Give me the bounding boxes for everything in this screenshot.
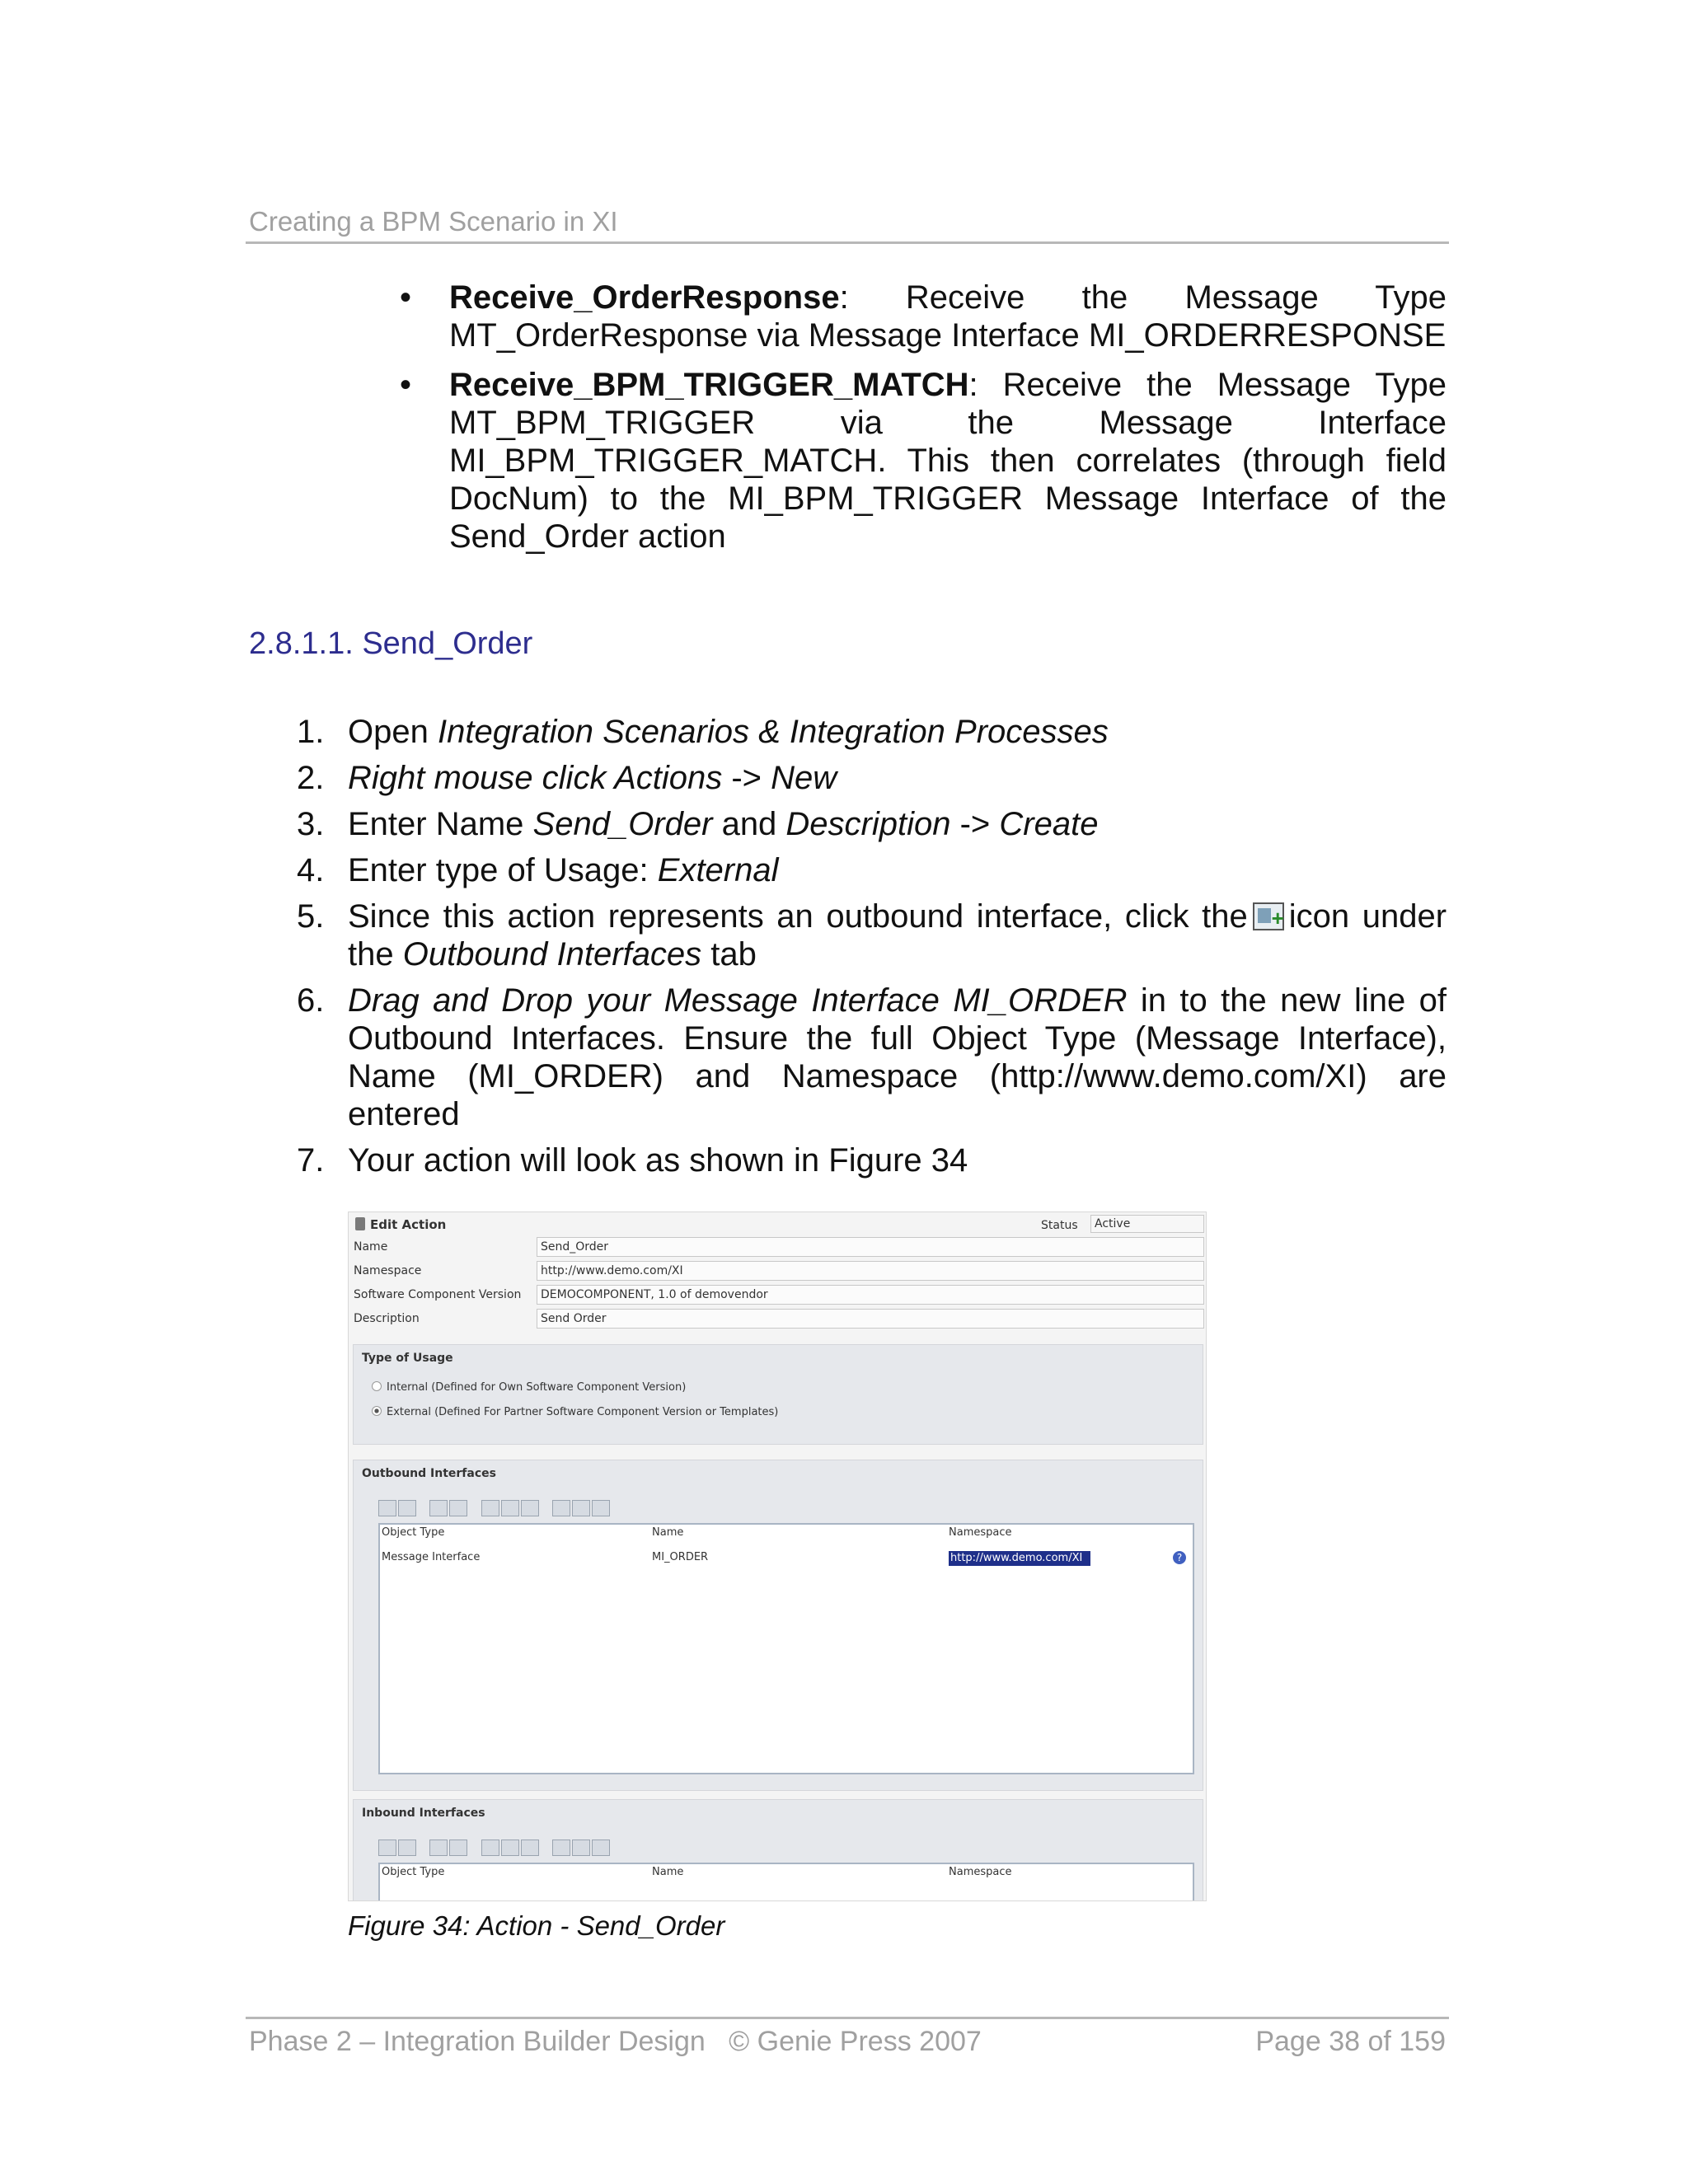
bullet-dot: • — [400, 279, 412, 316]
footer-left: Phase 2 – Integration Builder Design © Genie Press 2007 — [249, 2026, 982, 2057]
paste-icon[interactable] — [572, 1500, 590, 1516]
bullet-text: : Receive the Message Type MT_BPM_TRIGGER via the Message Interface MI_BPM_TRIGGER_MATCH. This then correlates (through field DocNum) to the MI_BPM_TRIGGER Message Interface of the Send_Order action — [449, 367, 1447, 555]
insert-row-icon[interactable] — [378, 1840, 396, 1856]
move-down-icon[interactable] — [449, 1500, 467, 1516]
step-item — [297, 982, 1447, 1133]
internal-radio-label: Internal (Defined for Own Software Component Version) — [387, 1381, 687, 1394]
inbound-interfaces-title: Inbound Interfaces — [362, 1807, 485, 1820]
steps-list — [297, 713, 1447, 1188]
cut-icon[interactable] — [552, 1500, 570, 1516]
step-item — [297, 898, 1447, 973]
inbound-toolbar — [378, 1840, 612, 1861]
description-label: Description — [354, 1312, 420, 1325]
figure-screenshot — [348, 1212, 1207, 1901]
bullet-item — [400, 279, 1447, 354]
delete-row-icon[interactable] — [398, 1500, 416, 1516]
bullet-text: : Receive the Message Type MT_OrderResponse via Message Interface MI_ORDERRESPONSE — [449, 279, 1447, 354]
row-namespace-selected[interactable]: http://www.demo.com/XI — [949, 1551, 1090, 1566]
settings-icon[interactable] — [521, 1840, 539, 1856]
outbound-toolbar — [378, 1500, 612, 1521]
page-number: Page 38 of 159 — [1255, 2026, 1446, 2057]
software-component-label: Software Component Version — [354, 1288, 522, 1301]
outbound-interfaces-group — [353, 1460, 1203, 1791]
col-object-type: Object Type — [382, 1866, 445, 1878]
bullet-term: Receive_OrderResponse — [449, 279, 840, 316]
col-namespace: Namespace — [949, 1866, 1012, 1878]
step-text: Open — [348, 714, 438, 750]
bullet-dot: • — [400, 367, 412, 403]
step-item — [297, 1141, 1447, 1179]
cut-icon[interactable] — [552, 1840, 570, 1856]
step-number: 1. — [297, 714, 325, 750]
insert-row-icon — [1253, 902, 1284, 930]
step-number: 7. — [297, 1142, 325, 1179]
bullet-item — [400, 366, 1447, 555]
type-of-usage-group — [353, 1344, 1203, 1445]
step-emphasis: New — [771, 760, 837, 796]
figure-caption: Figure 34: Action - Send_Order — [348, 1910, 725, 1941]
step-item — [297, 713, 1447, 751]
outbound-interfaces-title: Outbound Interfaces — [362, 1467, 496, 1480]
inbound-table — [378, 1863, 1194, 1901]
step-text: -> — [950, 806, 1000, 842]
section-heading: 2.8.1.1. Send_Order — [249, 626, 533, 661]
open-icon[interactable] — [501, 1840, 519, 1856]
inbound-interfaces-group — [353, 1799, 1203, 1901]
step-number: 6. — [297, 982, 325, 1019]
step-text: icon under the — [348, 898, 1447, 972]
row-name[interactable]: MI_ORDER — [652, 1551, 709, 1563]
step-item — [297, 805, 1447, 843]
step-text: and — [712, 806, 786, 842]
type-of-usage-title: Type of Usage — [362, 1352, 453, 1365]
step-emphasis: Integration Scenarios & Integration Processes — [437, 714, 1109, 750]
step-number: 5. — [297, 898, 325, 935]
insert-row-icon[interactable] — [378, 1500, 396, 1516]
name-field[interactable]: Send_Order — [537, 1237, 1204, 1257]
col-namespace: Namespace — [949, 1526, 1012, 1539]
step-text: Enter Name — [348, 806, 533, 842]
edit-action-title-text: Edit Action — [370, 1217, 447, 1232]
settings-icon[interactable] — [521, 1500, 539, 1516]
header-rule — [246, 241, 1449, 244]
move-down-icon[interactable] — [449, 1840, 467, 1856]
step-text: in to the new line of Outbound Interfaces. Ensure the full Object Type (Message Interface), Name (MI_ORDER) and Namespace (http://www.demo.com/XI) are entered — [348, 982, 1447, 1132]
external-radio[interactable] — [372, 1406, 778, 1418]
step-number: 4. — [297, 852, 325, 888]
value-help-icon[interactable]: ? — [1173, 1551, 1186, 1564]
internal-radio[interactable] — [372, 1381, 686, 1394]
footer-rule — [246, 2017, 1449, 2019]
move-up-icon[interactable] — [429, 1500, 448, 1516]
step-emphasis: Outbound Interfaces — [402, 936, 702, 972]
step-emphasis: External — [657, 852, 779, 888]
clipboard-icon[interactable] — [592, 1840, 610, 1856]
step-emphasis: Create — [999, 806, 1099, 842]
col-object-type: Object Type — [382, 1526, 445, 1539]
col-name: Name — [652, 1866, 684, 1878]
step-emphasis: Send_Order — [532, 806, 713, 842]
copy-icon[interactable] — [481, 1840, 499, 1856]
external-radio-label: External (Defined For Partner Software Component Version or Templates) — [387, 1406, 779, 1418]
step-text: Enter type of Usage: — [348, 852, 658, 888]
clipboard-icon[interactable] — [592, 1500, 610, 1516]
step-text: Since this action represents an outbound interface, click the — [348, 898, 1248, 935]
bullet-list — [400, 279, 1447, 567]
col-name: Name — [652, 1526, 684, 1539]
copy-icon[interactable] — [481, 1500, 499, 1516]
step-item — [297, 759, 1447, 797]
step-emphasis: Right mouse click Actions — [348, 760, 723, 796]
paste-icon[interactable] — [572, 1840, 590, 1856]
move-up-icon[interactable] — [429, 1840, 448, 1856]
edit-action-icon — [355, 1217, 365, 1230]
open-icon[interactable] — [501, 1500, 519, 1516]
row-object-type[interactable]: Message Interface — [382, 1551, 481, 1563]
description-field[interactable]: Send Order — [537, 1309, 1204, 1329]
step-text: Your action will look as shown in Figure 34 — [348, 1142, 968, 1179]
step-item — [297, 851, 1447, 889]
namespace-label: Namespace — [354, 1264, 422, 1277]
step-text: -> — [722, 760, 771, 796]
step-number: 3. — [297, 806, 325, 842]
bullet-term: Receive_BPM_TRIGGER_MATCH — [449, 367, 969, 403]
status-label: Status — [1041, 1219, 1078, 1232]
step-number: 2. — [297, 760, 325, 796]
radio-selected-icon — [372, 1406, 382, 1416]
status-value: Active — [1090, 1215, 1204, 1233]
step-text: tab — [701, 936, 757, 972]
namespace-field[interactable]: http://www.demo.com/XI — [537, 1261, 1204, 1281]
software-component-field[interactable]: DEMOCOMPONENT, 1.0 of demovendor — [537, 1285, 1204, 1305]
radio-icon — [372, 1381, 382, 1391]
step-emphasis: Drag and Drop your Message Interface MI_ORDER — [348, 982, 1128, 1019]
step-emphasis: Description — [785, 806, 951, 842]
running-header: Creating a BPM Scenario in XI — [249, 206, 618, 237]
delete-row-icon[interactable] — [398, 1840, 416, 1856]
outbound-table — [378, 1523, 1194, 1774]
edit-action-title — [355, 1217, 446, 1232]
name-label: Name — [354, 1240, 388, 1254]
